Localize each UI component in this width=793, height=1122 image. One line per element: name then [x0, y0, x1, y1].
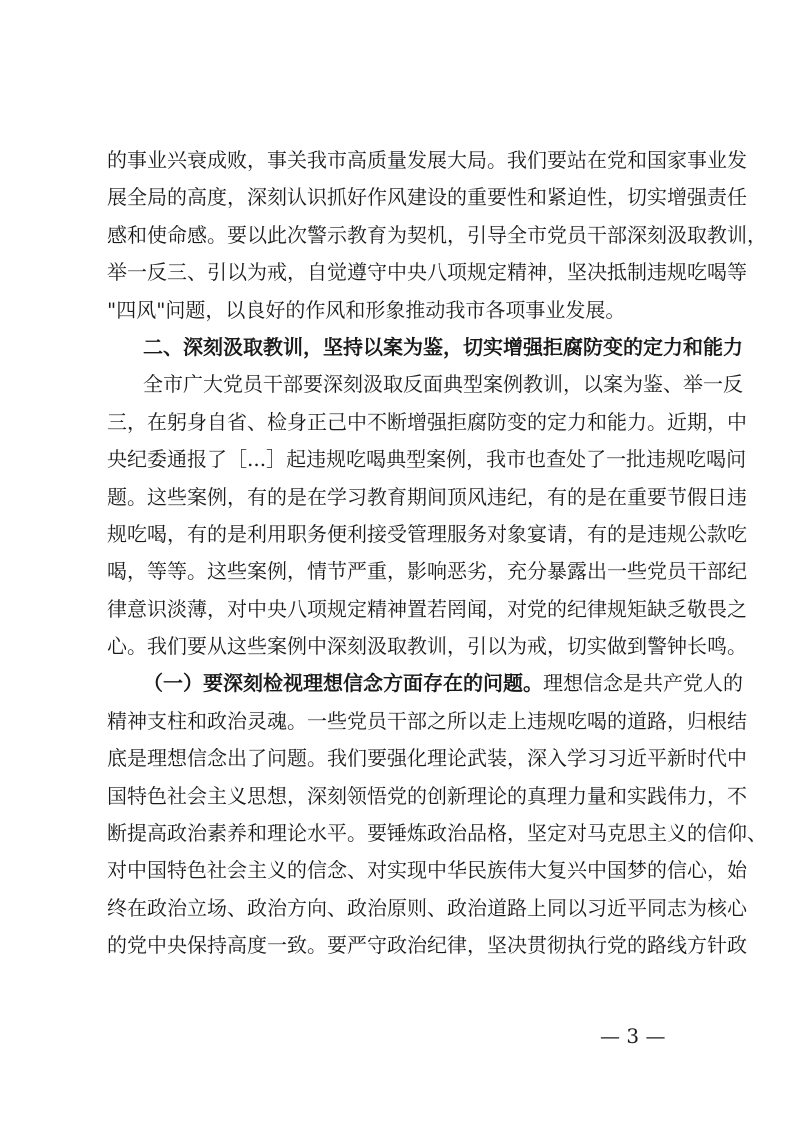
text-line: 终在政治立场、政治方向、政治原则、政治道路上同以习近平同志为核心 — [107, 895, 747, 920]
text-line: 央纪委通报了［...］起违规吃喝典型案例，我市也查处了一批违规吃喝问 — [107, 447, 747, 472]
subheading: （一）要深刻检视理想信念方面存在的问题。 — [143, 671, 543, 696]
paragraph-2 — [107, 366, 747, 665]
paragraph-1 — [107, 142, 767, 329]
document-body — [107, 142, 767, 965]
text-line: 三，在躬身自省、检身正己中不断增强拒腐防变的定力和能力。近期，中 — [107, 409, 747, 434]
text-line: 心。我们要从这些案例中深刻汲取教训，引以为戒，切实做到警钟长鸣。 — [107, 634, 747, 659]
text-line: 感和使命感。要以此次警示教育为契机，引导全市党员干部深刻汲取教训， — [107, 222, 767, 247]
text-line: 展全局的高度，深刻认识抓好作风建设的重要性和紧迫性，切实增强责任 — [107, 185, 747, 210]
text-line: "四风"问题，以良好的作风和形象推动我市各项事业发展。 — [107, 297, 626, 322]
text-line: 律意识淡薄，对中央八项规定精神置若罔闻，对党的纪律规矩缺乏敬畏之 — [107, 596, 747, 621]
text-line: 国特色社会主义思想，深刻领悟党的创新理论的真理力量和实践伟力，不 — [107, 783, 747, 808]
text-line: 举一反三、引以为戒，自觉遵守中央八项规定精神，坚决抵制违规吃喝等 — [107, 260, 747, 285]
text-line — [107, 665, 743, 702]
text-line: 断提高政治素养和理论水平。要锤炼政治品格，坚定对马克思主义的信仰、 — [107, 821, 767, 846]
text-line: 规吃喝，有的是利用职务便利接受管理服务对象宴请，有的是违规公款吃 — [107, 521, 747, 546]
text-line: 的党中央保持高度一致。要严守政治纪律，坚决贯彻执行党的路线方针政 — [107, 933, 747, 958]
paragraph-3 — [107, 665, 767, 964]
text-line: 全市广大党员干部要深刻汲取反面典型案例教训，以案为鉴、举一反 — [143, 372, 743, 397]
section-heading: 二、深刻汲取教训，坚持以案为鉴，切实增强拒腐防变的定力和能力 — [143, 334, 743, 359]
text-line: 题。这些案例，有的是在学习教育期间顶风违纪，有的是在重要节假日违 — [107, 484, 747, 509]
text-line: 喝，等等。这些案例，情节严重，影响恶劣，充分暴露出一些党员干部纪 — [107, 559, 747, 584]
page-number: — 3 — — [600, 1024, 666, 1048]
text-line: 对中国特色社会主义的信念、对实现中华民族伟大复兴中国梦的信心，始 — [107, 858, 747, 883]
text-span: 理想信念是共产党人的 — [543, 671, 743, 696]
text-line: 精神支柱和政治灵魂。一些党员干部之所以走上违规吃喝的道路，归根结 — [107, 708, 747, 733]
text-line: 底是理想信念出了问题。我们要强化理论武装，深入学习习近平新时代中 — [107, 746, 747, 771]
text-line: 的事业兴衰成败，事关我市高质量发展大局。我们要站在党和国家事业发 — [107, 148, 747, 172]
